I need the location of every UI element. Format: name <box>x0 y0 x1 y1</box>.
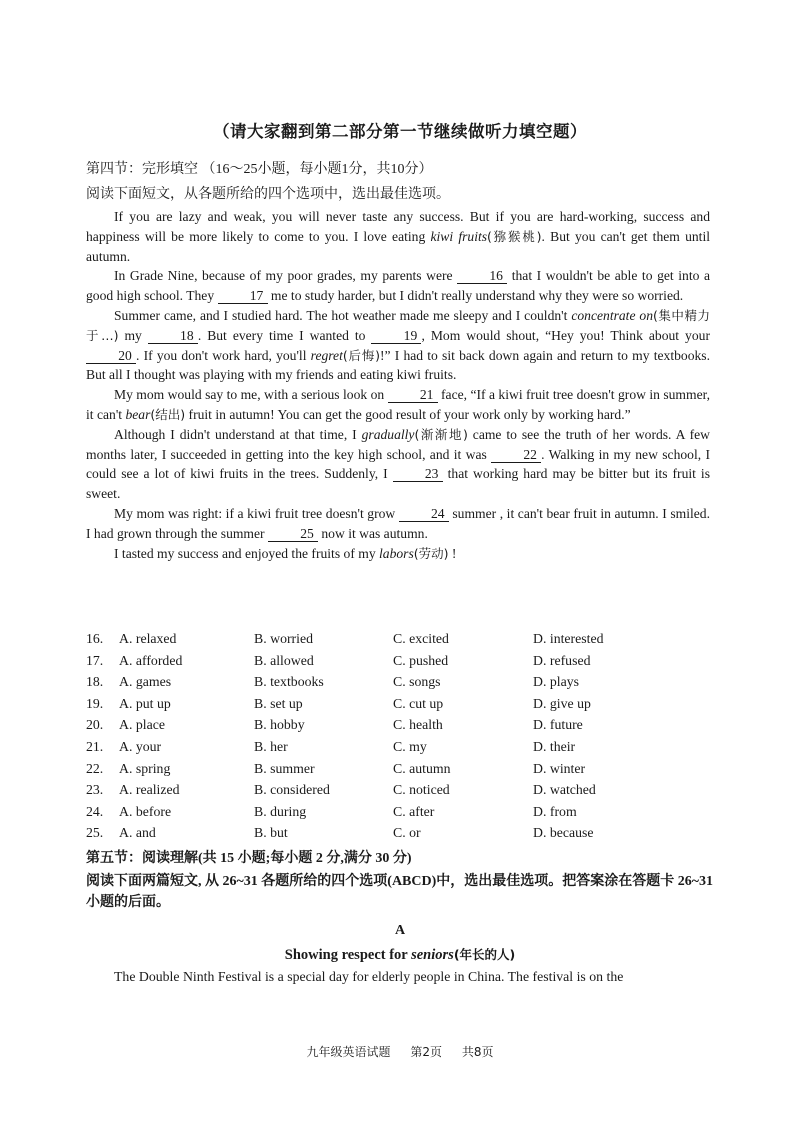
option-row-16 <box>86 628 714 650</box>
option-c: C. cut up <box>393 695 444 711</box>
option-row-21 <box>86 736 714 758</box>
option-a: A. your <box>119 738 162 754</box>
paragraph-3: Summer came, and I studied hard. The hot weather made me sleepy and I couldn't concentrate on(集中精力于…) my 18 . But every time I wanted to 19 , Mom would shout, “Hey you! Think about your 20 . If you don't work hard, you'll regret(后悔)!” I had to sit back down again and return to my textbooks. But all I thought was playing with my friends and eating kiwi fruits. <box>86 307 710 383</box>
option-row-17 <box>86 650 714 672</box>
option-row-19 <box>86 693 714 715</box>
option-d: D. winter <box>533 760 586 776</box>
option-b: B. during <box>254 803 307 819</box>
option-d: D. give up <box>533 695 591 711</box>
question-number: 24. <box>86 803 104 819</box>
blank-23: 23 <box>393 466 443 482</box>
section5-heading <box>86 847 412 867</box>
question-number: 20. <box>86 717 104 733</box>
option-row-18 <box>86 671 714 693</box>
option-c: C. songs <box>393 674 441 690</box>
page-banner: （请大家翻到第二部分第一节继续做听力填空题） <box>213 122 587 141</box>
question-number: 21. <box>86 738 104 754</box>
paragraph-1: If you are lazy and weak, you will never taste any success. But if you are hard-working, success and happiness will be more likely to come to you. I love eating kiwi fruits(猕猴桃). But you can't get them until autumn. <box>86 209 710 264</box>
section4-heading <box>86 158 433 178</box>
paragraph-4: My mom would say to me, with a serious look on 21 face, “If a kiwi fruit tree doesn't grow in summer, it can't bear(结出) fruit in autumn! You can get the good result of your work only by working hard.” <box>86 387 710 422</box>
option-d: D. from <box>533 803 577 819</box>
article-first-line: The Double Ninth Festival is a special day for elderly people in China. The festival is on the <box>114 969 624 984</box>
blank-22: 22 <box>491 447 541 463</box>
option-row-22 <box>86 758 714 780</box>
option-b: B. textbooks <box>254 674 324 690</box>
option-row-25 <box>86 822 714 844</box>
option-d: D. watched <box>533 782 596 798</box>
question-number: 17. <box>86 652 104 668</box>
paragraph-5: Although I didn't understand at that time, I gradually(渐渐地) came to see the truth of her words. A few months later, I succeeded in getting into the key high school, and it was 22 . Walking in my new school, I could see a lot of kiwi fruits in the trees. Suddenly, I 23 that working hard may be bitter but its fruit is sweet. <box>86 426 711 502</box>
page-footer <box>86 1043 714 1060</box>
option-c: C. excited <box>393 631 449 646</box>
question-number: 19. <box>86 695 104 711</box>
option-d: D. refused <box>533 652 591 668</box>
footer-subject: 九年级英语试题 <box>306 1045 391 1059</box>
question-number: 23. <box>86 782 104 798</box>
option-d: D. future <box>533 717 583 733</box>
article-title: Showing respect for seniors(年长的人) <box>284 947 516 963</box>
option-d: D. their <box>533 738 576 754</box>
cloze-passage <box>86 207 710 563</box>
paragraph-2: In Grade Nine, because of my poor grades, my parents were 16 that I wouldn't be able to get into a good high school. They 17 me to study harder, but I didn't really understand why they were so worried. <box>86 268 710 304</box>
question-number: 18. <box>86 674 104 690</box>
blank-21: 21 <box>388 387 438 403</box>
option-d: D. because <box>533 825 594 841</box>
blank-19: 19 <box>371 328 421 344</box>
blank-17: 17 <box>218 288 268 304</box>
option-b: B. her <box>254 738 288 754</box>
options-table <box>86 628 714 844</box>
option-a: A. relaxed <box>119 631 177 646</box>
section5-title: 第五节：阅读理解(共 15 小题;每小题 2 分,满分 30 分) <box>86 851 412 866</box>
option-d: D. plays <box>533 674 579 690</box>
section4-title: 第四节：完形填空 <box>86 162 198 177</box>
option-c: C. health <box>393 717 443 733</box>
section4-instruction: 阅读下面短文，从各题所给的四个选项中，选出最佳选项。 <box>86 187 450 202</box>
option-b: B. but <box>254 825 288 841</box>
footer-total: 共8页 <box>461 1045 494 1059</box>
option-a: A. before <box>119 803 172 819</box>
option-b: B. allowed <box>254 652 314 668</box>
article-letter: A <box>394 923 406 938</box>
option-a: A. and <box>119 825 156 841</box>
blank-20: 20 <box>86 348 136 364</box>
paragraph-7: I tasted my success and enjoyed the fruits of my labors(劳动) ! <box>114 545 457 561</box>
option-a: A. realized <box>119 782 180 798</box>
option-a: A. afforded <box>119 652 183 668</box>
option-a: A. place <box>119 717 165 733</box>
option-row-24 <box>86 801 714 823</box>
option-b: B. summer <box>254 760 315 776</box>
option-c: C. autumn <box>393 760 451 776</box>
option-c: C. after <box>393 803 435 819</box>
section5-instruction: 阅读下面两篇短文, 从 26~31 各题所给的四个选项(ABCD)中，选出最佳选项。把答案涂在答题卡 26~31 小题的后面。 <box>86 874 714 910</box>
option-row-23 <box>86 779 714 801</box>
blank-24: 24 <box>399 506 449 522</box>
option-b: B. worried <box>254 631 314 646</box>
question-number: 22. <box>86 760 104 776</box>
option-c: C. pushed <box>393 652 449 668</box>
option-b: B. set up <box>254 695 303 711</box>
option-b: B. hobby <box>254 717 305 733</box>
option-d: D. interested <box>533 631 604 646</box>
option-c: C. noticed <box>393 782 450 798</box>
section4-detail: （16～25小题，每小题1分，共10分） <box>201 162 433 177</box>
option-c: C. my <box>393 738 427 754</box>
option-row-20 <box>86 714 714 736</box>
blank-16: 16 <box>457 268 507 284</box>
question-number: 25. <box>86 825 104 841</box>
option-a: A. games <box>119 674 172 690</box>
option-b: B. considered <box>254 782 330 798</box>
blank-25: 25 <box>268 526 318 542</box>
paragraph-6: My mom was right: if a kiwi fruit tree doesn't grow 24 summer , it can't bear fruit in autumn. I smiled. I had grown through the summer 25 now it was autumn. <box>86 505 710 541</box>
option-a: A. put up <box>119 695 171 711</box>
question-number: 16. <box>86 631 104 646</box>
footer-page: 第2页 <box>410 1045 442 1059</box>
option-c: C. or <box>393 825 421 841</box>
option-a: A. spring <box>119 760 171 776</box>
blank-18: 18 <box>148 328 198 344</box>
